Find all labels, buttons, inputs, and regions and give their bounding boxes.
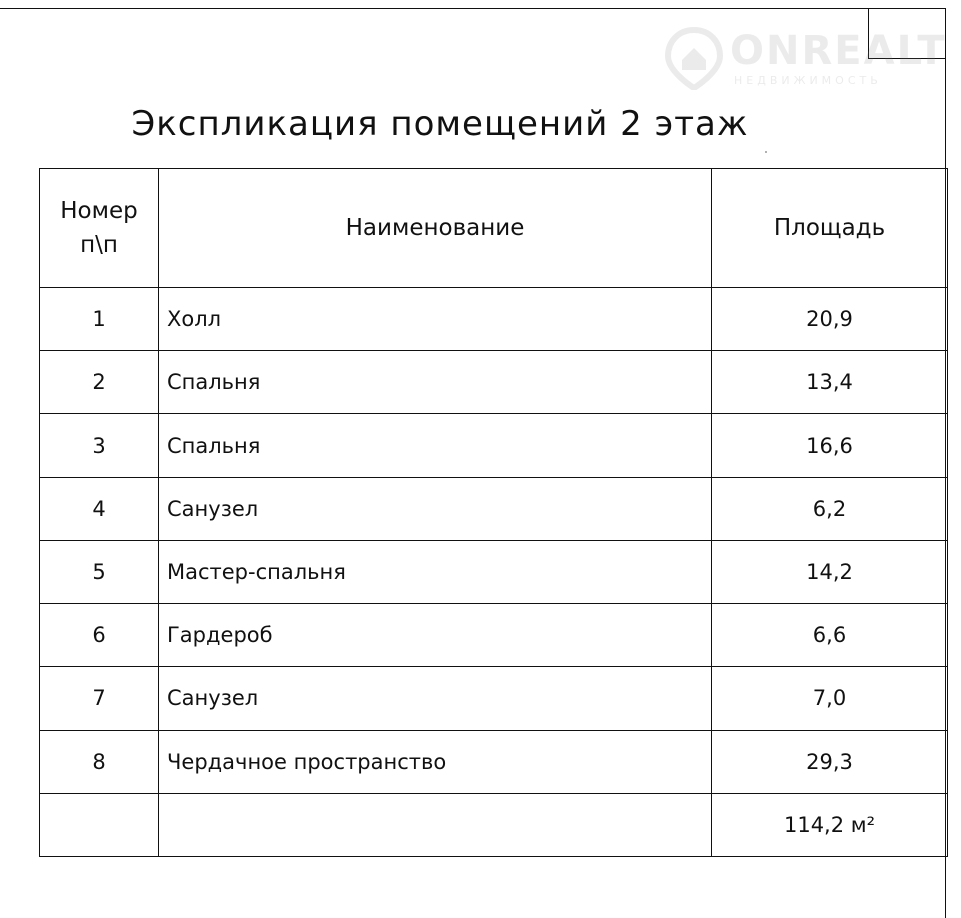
total-number xyxy=(40,793,159,856)
row-number: 3 xyxy=(40,414,159,477)
row-number: 6 xyxy=(40,604,159,667)
row-room-name: Мастер-спальня xyxy=(159,540,712,603)
row-number: 2 xyxy=(40,351,159,414)
row-area: 6,6 xyxy=(712,604,948,667)
header-number xyxy=(40,169,159,288)
table-row xyxy=(40,414,948,477)
row-number: 7 xyxy=(40,667,159,730)
table-row xyxy=(40,730,948,793)
table-row xyxy=(40,351,948,414)
row-number: 1 xyxy=(40,288,159,351)
row-area: 6,2 xyxy=(712,477,948,540)
row-room-name: Спальня xyxy=(159,414,712,477)
row-area: 20,9 xyxy=(712,288,948,351)
row-room-name: Санузел xyxy=(159,477,712,540)
title-block-corner xyxy=(868,8,946,59)
table-header-row xyxy=(40,169,948,288)
watermark-brand: ONREALT xyxy=(730,28,947,74)
row-number: 8 xyxy=(40,730,159,793)
row-room-name: Спальня xyxy=(159,351,712,414)
header-number-line1: Номер xyxy=(60,198,138,224)
header-area: Площадь xyxy=(712,169,948,288)
row-area: 29,3 xyxy=(712,730,948,793)
row-number: 4 xyxy=(40,477,159,540)
table-row xyxy=(40,477,948,540)
row-room-name: Чердачное пространство xyxy=(159,730,712,793)
header-name: Наименование xyxy=(159,169,712,288)
table-row xyxy=(40,667,948,730)
table-row xyxy=(40,540,948,603)
row-room-name: Гардероб xyxy=(159,604,712,667)
watermark-subtitle: НЕДВИЖИМОСТЬ xyxy=(734,74,882,87)
row-area: 13,4 xyxy=(712,351,948,414)
total-area: 114,2 м² xyxy=(712,793,948,856)
table-row xyxy=(40,604,948,667)
page-title: Экспликация помещений 2 этаж xyxy=(131,104,749,144)
table-row xyxy=(40,288,948,351)
row-area: 16,6 xyxy=(712,414,948,477)
row-number: 5 xyxy=(40,540,159,603)
speck xyxy=(765,151,767,153)
rooms-explication-table xyxy=(39,168,948,857)
row-room-name: Холл xyxy=(159,288,712,351)
total-name xyxy=(159,793,712,856)
row-area: 7,0 xyxy=(712,667,948,730)
header-number-line2: п\п xyxy=(80,232,118,258)
row-room-name: Санузел xyxy=(159,667,712,730)
row-area: 14,2 xyxy=(712,540,948,603)
table-total-row xyxy=(40,793,948,856)
